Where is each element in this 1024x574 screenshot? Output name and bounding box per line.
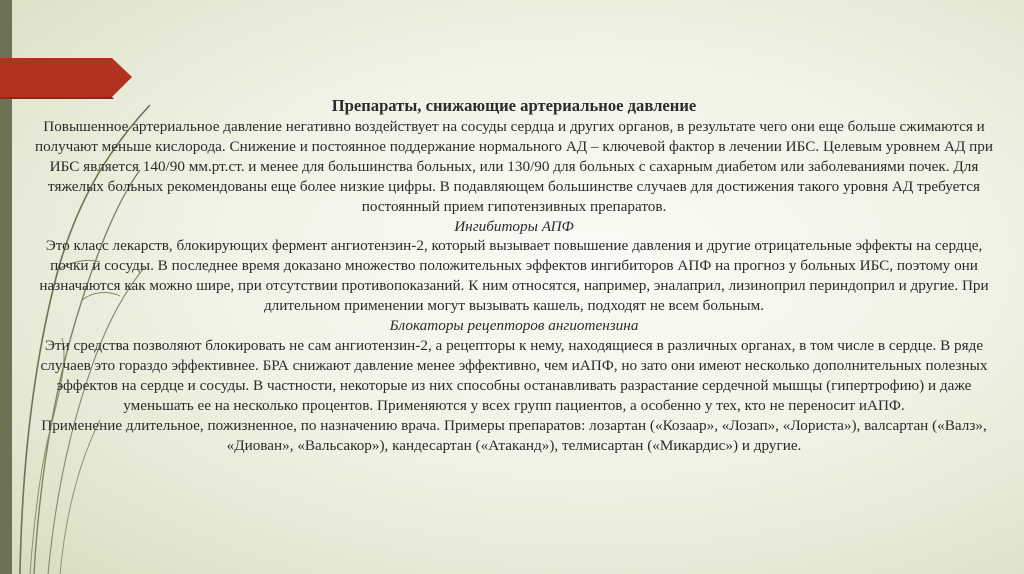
slide-title: Препараты, снижающие артериальное давление (331, 96, 697, 115)
ace-inhibitors-paragraph: Это класс лекарств, блокирующих фермент ангиотензин-2, который вызывает повышение давления и другие отрицательные эффекты на сердце, почки и сосуды. В последнее время доказано множество положительных эффектов ингибиторов АПФ на прогноз у больных ИБС, поэтому они назначаются как можно шире, при отсутствии противопоказаний. К ним относятся, например, эналаприл, лизиноприл периндоприл и другие. При длительном применении могут вызывать кашель, подходят не всем больным. (39, 237, 989, 315)
arb-paragraph: Эти средства позволяют блокировать не сам ангиотензин-2, а рецепторы к нему, находящиеся в различных органах, в том числе в сердце. В ряде случаев это гораздо эффективнее. БРА снижают давление менее эффективно, чем иАПФ, но зато они имеют несколько дополнительных полезных эффектов на сердце и сосуды. В частности, некоторые из них способны останавливать разрастание сердечной мышцы (гипертрофию) и даже уменьшать ее на несколько процентов. Применяются у всех групп пациентов, а особенно у тех, кто не переносит иАПФ. (40, 336, 988, 414)
arb-examples-paragraph: Применение длительное, пожизненное, по назначению врача. Примеры препаратов: лозартан («Козаар», «Лозап», «Лориста»), валсартан («Валз», «Диован», «Вальсакор»), кандесартан («Атаканд»), телмисартан («Микардис») и другие. (41, 416, 987, 454)
intro-paragraph: Повышенное артериальное давление негативно воздействует на сосуды сердца и других органов, в результате чего они еще больше сжимаются и получают меньше кислорода. Снижение и постоянное поддержание нормального АД – ключевой фактор в лечении ИБС. Целевым уровнем АД при ИБС является 140/90 мм.рт.ст. и менее для большинства больных, или 130/90 для больных с сахарным диабетом или заболеваниями почек. Для тяжелых больных рекомендованы еще более низкие цифры. В подавляющем большинстве случаев для достижения такого уровня АД требуется постоянный прием гипотензивных препаратов. (34, 118, 993, 215)
section-heading-ace-inhibitors: Ингибиторы АПФ (454, 217, 574, 235)
slide-content (28, 95, 1000, 455)
section-heading-arb: Блокаторы рецепторов ангиотензина (389, 317, 639, 335)
